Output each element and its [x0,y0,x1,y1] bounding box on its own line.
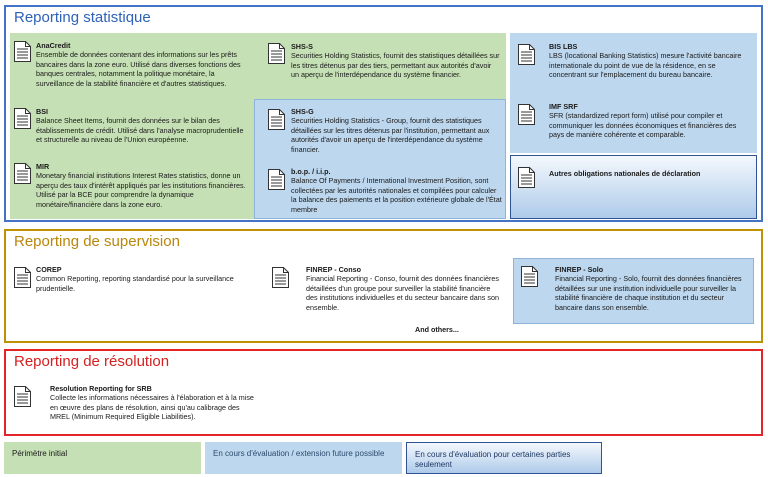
item-title: FINREP - Solo [555,265,604,274]
item-description: Financial Reporting - Conso, fournit des données financières détaillées d'un groupe pour surveiller la stabilité financière des institutions individuelles et du secteur bancaire dans son ensemble. [306,274,499,312]
item-description: Collecte les informations nécessaires à l'élaboration et à la mise en œuvre des plans de résolution, ainsi qu'au calibrage des MREL (Minimum Required Eligible Liabilities). [50,393,254,422]
item-autres-obligations [549,169,753,178]
item-description: Common Reporting, reporting standardisé pour la surveillance prudentielle. [36,274,234,293]
item-title: MIR [36,162,50,171]
document-lines-icon [14,267,31,288]
item-title: b.o.p. / i.i.p. [291,167,331,176]
item-resolution-srb [50,384,260,422]
section-title: Reporting de résolution [14,353,170,370]
item-title: FINREP - Conso [306,265,361,274]
section-supervision [4,229,763,343]
item-title: IMF SRF [549,102,578,111]
document-lines-icon [521,266,538,287]
document-lines-icon [518,44,535,65]
item-description: Monetary financial institutions Interest Rates statistics, donne un aperçu des taux d'intérêt appliqués par les institutions financières. Utilisé par la BCE pour comprendre la dynamique monétaire/financière dans la zone euro. [36,171,246,209]
document-lines-icon [14,108,31,129]
item-description: SFR (standardized report form) utilisé pour compiler et communiquer les données économiques et financières des pays de manière cohérente et comparable. [549,111,737,140]
item-title: Resolution Reporting for SRB [50,384,152,393]
item-description: Balance Sheet Items, fournit des données sur le bilan des établissements de crédit. Utilisé dans l'analyse macroprudentielle et structurelle au niveau de l'Union européenne. [36,116,244,145]
section-title: Reporting de supervision [14,233,180,250]
section-title: Reporting statistique [14,9,151,26]
document-lines-icon [518,104,535,125]
item-shs-s [291,42,501,80]
item-title: BIS LBS [549,42,578,51]
legend-partial-scope [406,442,602,474]
item-shs-g [291,107,503,154]
section-statistique [4,5,763,222]
legend-label: Périmètre initial [12,449,68,458]
item-bop [291,167,503,214]
item-title: SHS-S [291,42,313,51]
document-lines-icon [14,41,31,62]
item-title: COREP [36,265,62,274]
legend-evaluation-scope [205,442,402,474]
item-description: Financial Reporting - Solo, fournit des données financières détaillées sur une institution individuelle pour surveiller la stabilité financière de chaque institution et du secteur bancaire dans son ensemble. [555,274,742,312]
item-imf-srf [549,102,753,140]
item-title: Autres obligations nationales de déclaration [549,169,701,178]
and-others-label: And others... [415,325,459,334]
section-resolution [4,349,763,436]
document-lines-icon [14,386,31,407]
item-anacredit [36,41,252,88]
item-finrep-conso [306,265,502,312]
document-lines-icon [268,109,285,130]
item-bis-lbs [549,42,753,80]
legend-label: En cours d'évaluation / extension future possible [213,449,385,458]
document-lines-icon [518,167,535,188]
item-corep [36,265,236,293]
document-lines-icon [268,169,285,190]
document-lines-icon [268,43,285,64]
item-description: Balance Of Payments / International Investment Position, sont collectées par les autorités nationales et compilées pour calculer la balance des paiements et la position extérieure globale de l'État membre [291,176,502,214]
item-description: Securities Holding Statistics - Group, fournit des statistiques détaillées sur les titres détenus par l'institution, permettant aux autorités d'avoir un aperçu de l'interdépendance du système financier. [291,116,490,154]
document-lines-icon [14,163,31,184]
item-description: Ensemble de données contenant des informations sur les prêts bancaires dans la zone euro. Utilisé dans diverses fonctions des banques centrales, notamment la politique monétaire, la surveillance de la stabilité financière et d'autres statistiques. [36,50,241,88]
scope-partial-block [510,155,757,219]
legend-initial-scope [4,442,201,474]
item-title: BSI [36,107,48,116]
item-description: Securities Holding Statistics, fournit des statistiques détaillées sur les titres détenus par des tiers, permettant aux autorités d'avoir un aperçu de l'interdépendance du système financier. [291,51,500,80]
item-title: AnaCredit [36,41,71,50]
item-title: SHS-G [291,107,314,116]
legend-label: En cours d'évaluation pour certaines parties seulement [415,450,571,469]
item-description: LBS (locational Banking Statistics) mesure l'activité bancaire internationale du point de vue de la résidence, en se concentrant sur l'emplacement du bureau bancaire. [549,51,742,80]
item-mir [36,162,250,209]
document-lines-icon [272,267,289,288]
item-bsi [36,107,250,145]
item-finrep-solo [555,265,751,312]
